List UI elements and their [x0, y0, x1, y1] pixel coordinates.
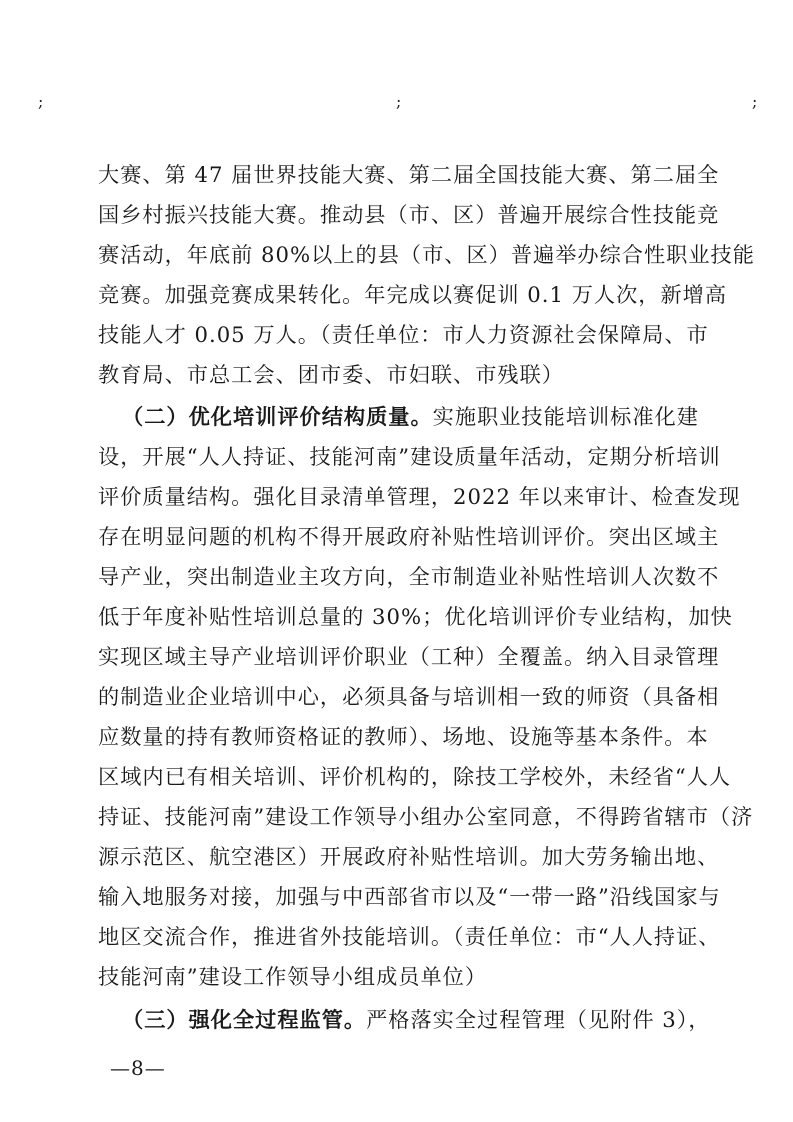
text-line: 大赛、第 47 届世界技能大赛、第二届全国技能大赛、第二届全: [98, 162, 720, 187]
text-line: 教育局、市总工会、团市委、市妇联、市残联）: [98, 362, 564, 387]
header-mark-center: ;: [396, 92, 402, 111]
text-line: 的制造业企业培训中心，必须具备与培训相一致的师资（具备相: [98, 684, 720, 709]
text-line: 评价质量结构。强化目录清单管理，2022 年以来审计、检查发现: [98, 484, 741, 509]
text-line: 源示范区、航空港区）开展政府补贴性培训。加大劳务输出地、: [98, 844, 720, 869]
page-number: —8—: [110, 1056, 166, 1080]
text-line: 输入地服务对接，加强与中西部省市以及“一带一路”沿线国家与: [98, 884, 721, 909]
text-line: 存在明显问题的机构不得开展政府补贴性培训评价。突出区域主: [98, 524, 720, 549]
text-line: 低于年度补贴性培训总量的 30%；优化培训评价专业结构，加快: [98, 604, 733, 629]
text-line: 赛活动，年底前 80%以上的县（市、区）普遍举办综合性职业技能: [98, 242, 755, 267]
text-line: 技能人才 0.05 万人。（责任单位：市人力资源社会保障局、市: [98, 322, 709, 347]
text-line: 实现区域主导产业培训评价职业（工种）全覆盖。纳入目录管理: [98, 644, 720, 669]
section-2-text: 实施职业技能培训标准化建: [432, 404, 699, 429]
section-3-first-line: [122, 1006, 711, 1034]
section-2-first-line: [122, 403, 699, 431]
text-line: 导产业，突出制造业主攻方向，全市制造业补贴性培训人次数不: [98, 564, 720, 589]
section-2-heading: （二）优化培训评价结构质量。: [122, 404, 433, 429]
text-line: 区域内已有相关培训、评价机构的，除技工学校外，未经省“人人: [98, 764, 732, 789]
text-line: 应数量的持有教师资格证的教师）、场地、设施等基本条件。本: [98, 724, 709, 749]
text-line: 持证、技能河南”建设工作领导小组办公室同意，不得跨省辖市（济: [98, 804, 754, 829]
section-3-text: 严格落实全过程管理（见附件 3），: [366, 1007, 711, 1032]
text-line: 国乡村振兴技能大赛。推动县（市、区）普遍开展综合性技能竞: [98, 202, 720, 227]
header-mark-right: ;: [752, 92, 758, 111]
header-mark-left: ;: [38, 92, 44, 111]
text-line: 竞赛。加强竞赛成果转化。年完成以赛促训 0.1 万人次，新增高: [98, 282, 728, 307]
text-line: 设，开展“人人持证、技能河南”建设质量年活动，定期分析培训: [98, 444, 721, 469]
text-line: 地区交流合作，推进省外技能培训。（责任单位：市“人人持证、: [98, 924, 721, 949]
text-line: 技能河南”建设工作领导小组成员单位）: [98, 964, 488, 989]
section-3-heading: （三）强化全过程监管。: [122, 1007, 367, 1032]
